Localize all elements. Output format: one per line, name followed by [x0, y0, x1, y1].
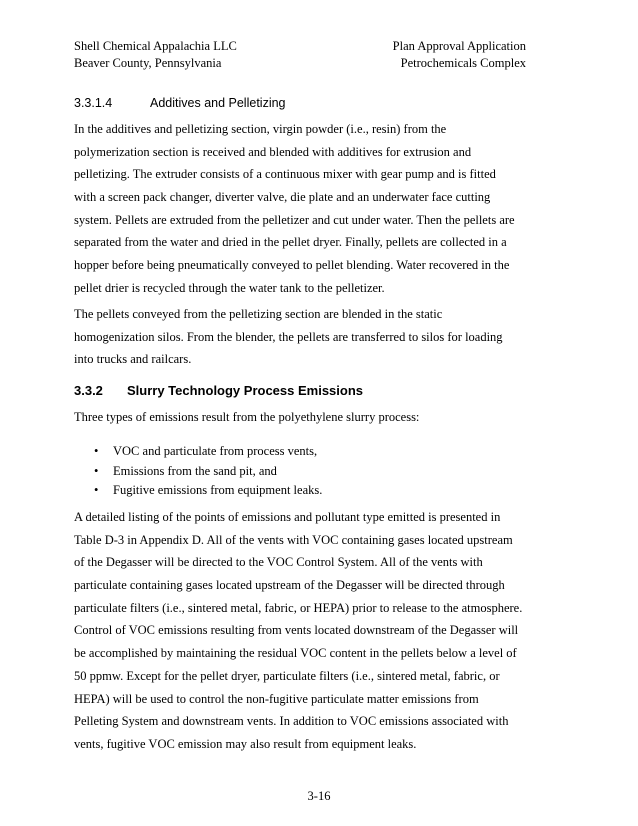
- paragraph-line: vents, fugitive VOC emission may also result from equipment leaks.: [74, 736, 417, 751]
- paragraph-line: The pellets conveyed from the pelletizing section are blended in the static: [74, 307, 443, 321]
- paragraph-line: separated from the water and dried in the pellet dryer. Finally, pellets are collected in a: [74, 235, 507, 250]
- bullet-icon: •: [94, 483, 99, 497]
- paragraph-line: HEPA) will be used to control the non-fugitive particulate matter emissions from: [74, 691, 479, 706]
- header-company: Shell Chemical Appalachia LLC: [74, 39, 237, 53]
- paragraph-line: In the additives and pelletizing section, virgin powder (i.e., resin) from the: [74, 122, 447, 136]
- paragraph-line: 50 ppmw. Except for the pellet dryer, particulate filters (i.e., sintered metal, fabric, or: [74, 668, 500, 683]
- paragraph-line: polymerization section is received and blended with additives for extrusion and: [74, 144, 472, 159]
- section-title: Additives and Pelletizing: [150, 96, 286, 110]
- header-project: Petrochemicals Complex: [400, 56, 526, 70]
- page-number: 3-16: [307, 789, 331, 803]
- paragraph-line: Three types of emissions result from the polyethylene slurry process:: [74, 410, 420, 424]
- paragraph-line: A detailed listing of the points of emissions and pollutant type emitted is presented in: [74, 510, 501, 524]
- list-item-text: Fugitive emissions from equipment leaks.: [113, 483, 323, 497]
- list-item: [94, 442, 322, 462]
- paragraph-line: particulate containing gases located upstream of the Degasser will be directed through: [74, 578, 505, 593]
- page-footer: [0, 788, 638, 804]
- list-item: [94, 481, 322, 501]
- emissions-bullet-list: [94, 442, 322, 501]
- paragraph-line: hopper before being pneumatically conveyed to pellet blending. Water recovered in the: [74, 258, 510, 273]
- paragraph-emissions-intro: [74, 406, 526, 429]
- header-document-type: Plan Approval Application: [392, 39, 526, 53]
- list-item-text: VOC and particulate from process vents,: [113, 444, 318, 458]
- header-right: [393, 38, 526, 72]
- paragraph-emission-controls: [74, 506, 526, 756]
- paragraph-line: of the Degasser will be directed to the VOC Control System. All of the vents with: [74, 555, 483, 570]
- section-title: Slurry Technology Process Emissions: [127, 383, 364, 398]
- paragraph-line: Pelleting System and downstream vents. In addition to VOC emissions associated with: [74, 714, 509, 729]
- list-item: [94, 462, 322, 482]
- bullet-icon: •: [94, 444, 99, 458]
- paragraph-line: system. Pellets are extruded from the pelletizer and cut under water. Then the pellets are: [74, 212, 515, 227]
- header-location: Beaver County, Pennsylvania: [74, 56, 222, 70]
- paragraph-line: with a screen pack changer, diverter valve, die plate and an underwater face cutting: [74, 190, 491, 205]
- bullet-icon: •: [94, 463, 99, 478]
- paragraph-line: into trucks and railcars.: [74, 352, 192, 367]
- paragraph-line: homogenization silos. From the blender, the pellets are transferred to silos for loading: [74, 329, 503, 344]
- header-left: [74, 38, 237, 72]
- section-number: 3.3.1.4: [74, 96, 113, 110]
- paragraph-line: pellet drier is recycled through the water tank to the pelletizer.: [74, 280, 385, 295]
- paragraph-line: Control of VOC emissions resulting from vents located downstream of the Degasser will: [74, 623, 519, 638]
- paragraph-line: be accomplished by maintaining the residual VOC content in the pellets below a level of: [74, 646, 517, 661]
- list-item-text: Emissions from the sand pit, and: [113, 463, 277, 478]
- paragraph-line: pelletizing. The extruder consists of a continuous mixer with gear pump and is fitted: [74, 167, 496, 182]
- section-heading-3-3-1-4: [74, 95, 286, 111]
- section-heading-3-3-2: [74, 383, 363, 399]
- paragraph-line: particulate filters (i.e., sintered metal, fabric, or HEPA) prior to release to the atmosphere.: [74, 600, 523, 615]
- paragraph-homogenization: [74, 303, 526, 371]
- section-number: 3.3.2: [74, 383, 103, 398]
- paragraph-additives-pelletizing: [74, 118, 526, 300]
- paragraph-line: Table D-3 in Appendix D. All of the vents with VOC containing gases located upstream: [74, 532, 513, 547]
